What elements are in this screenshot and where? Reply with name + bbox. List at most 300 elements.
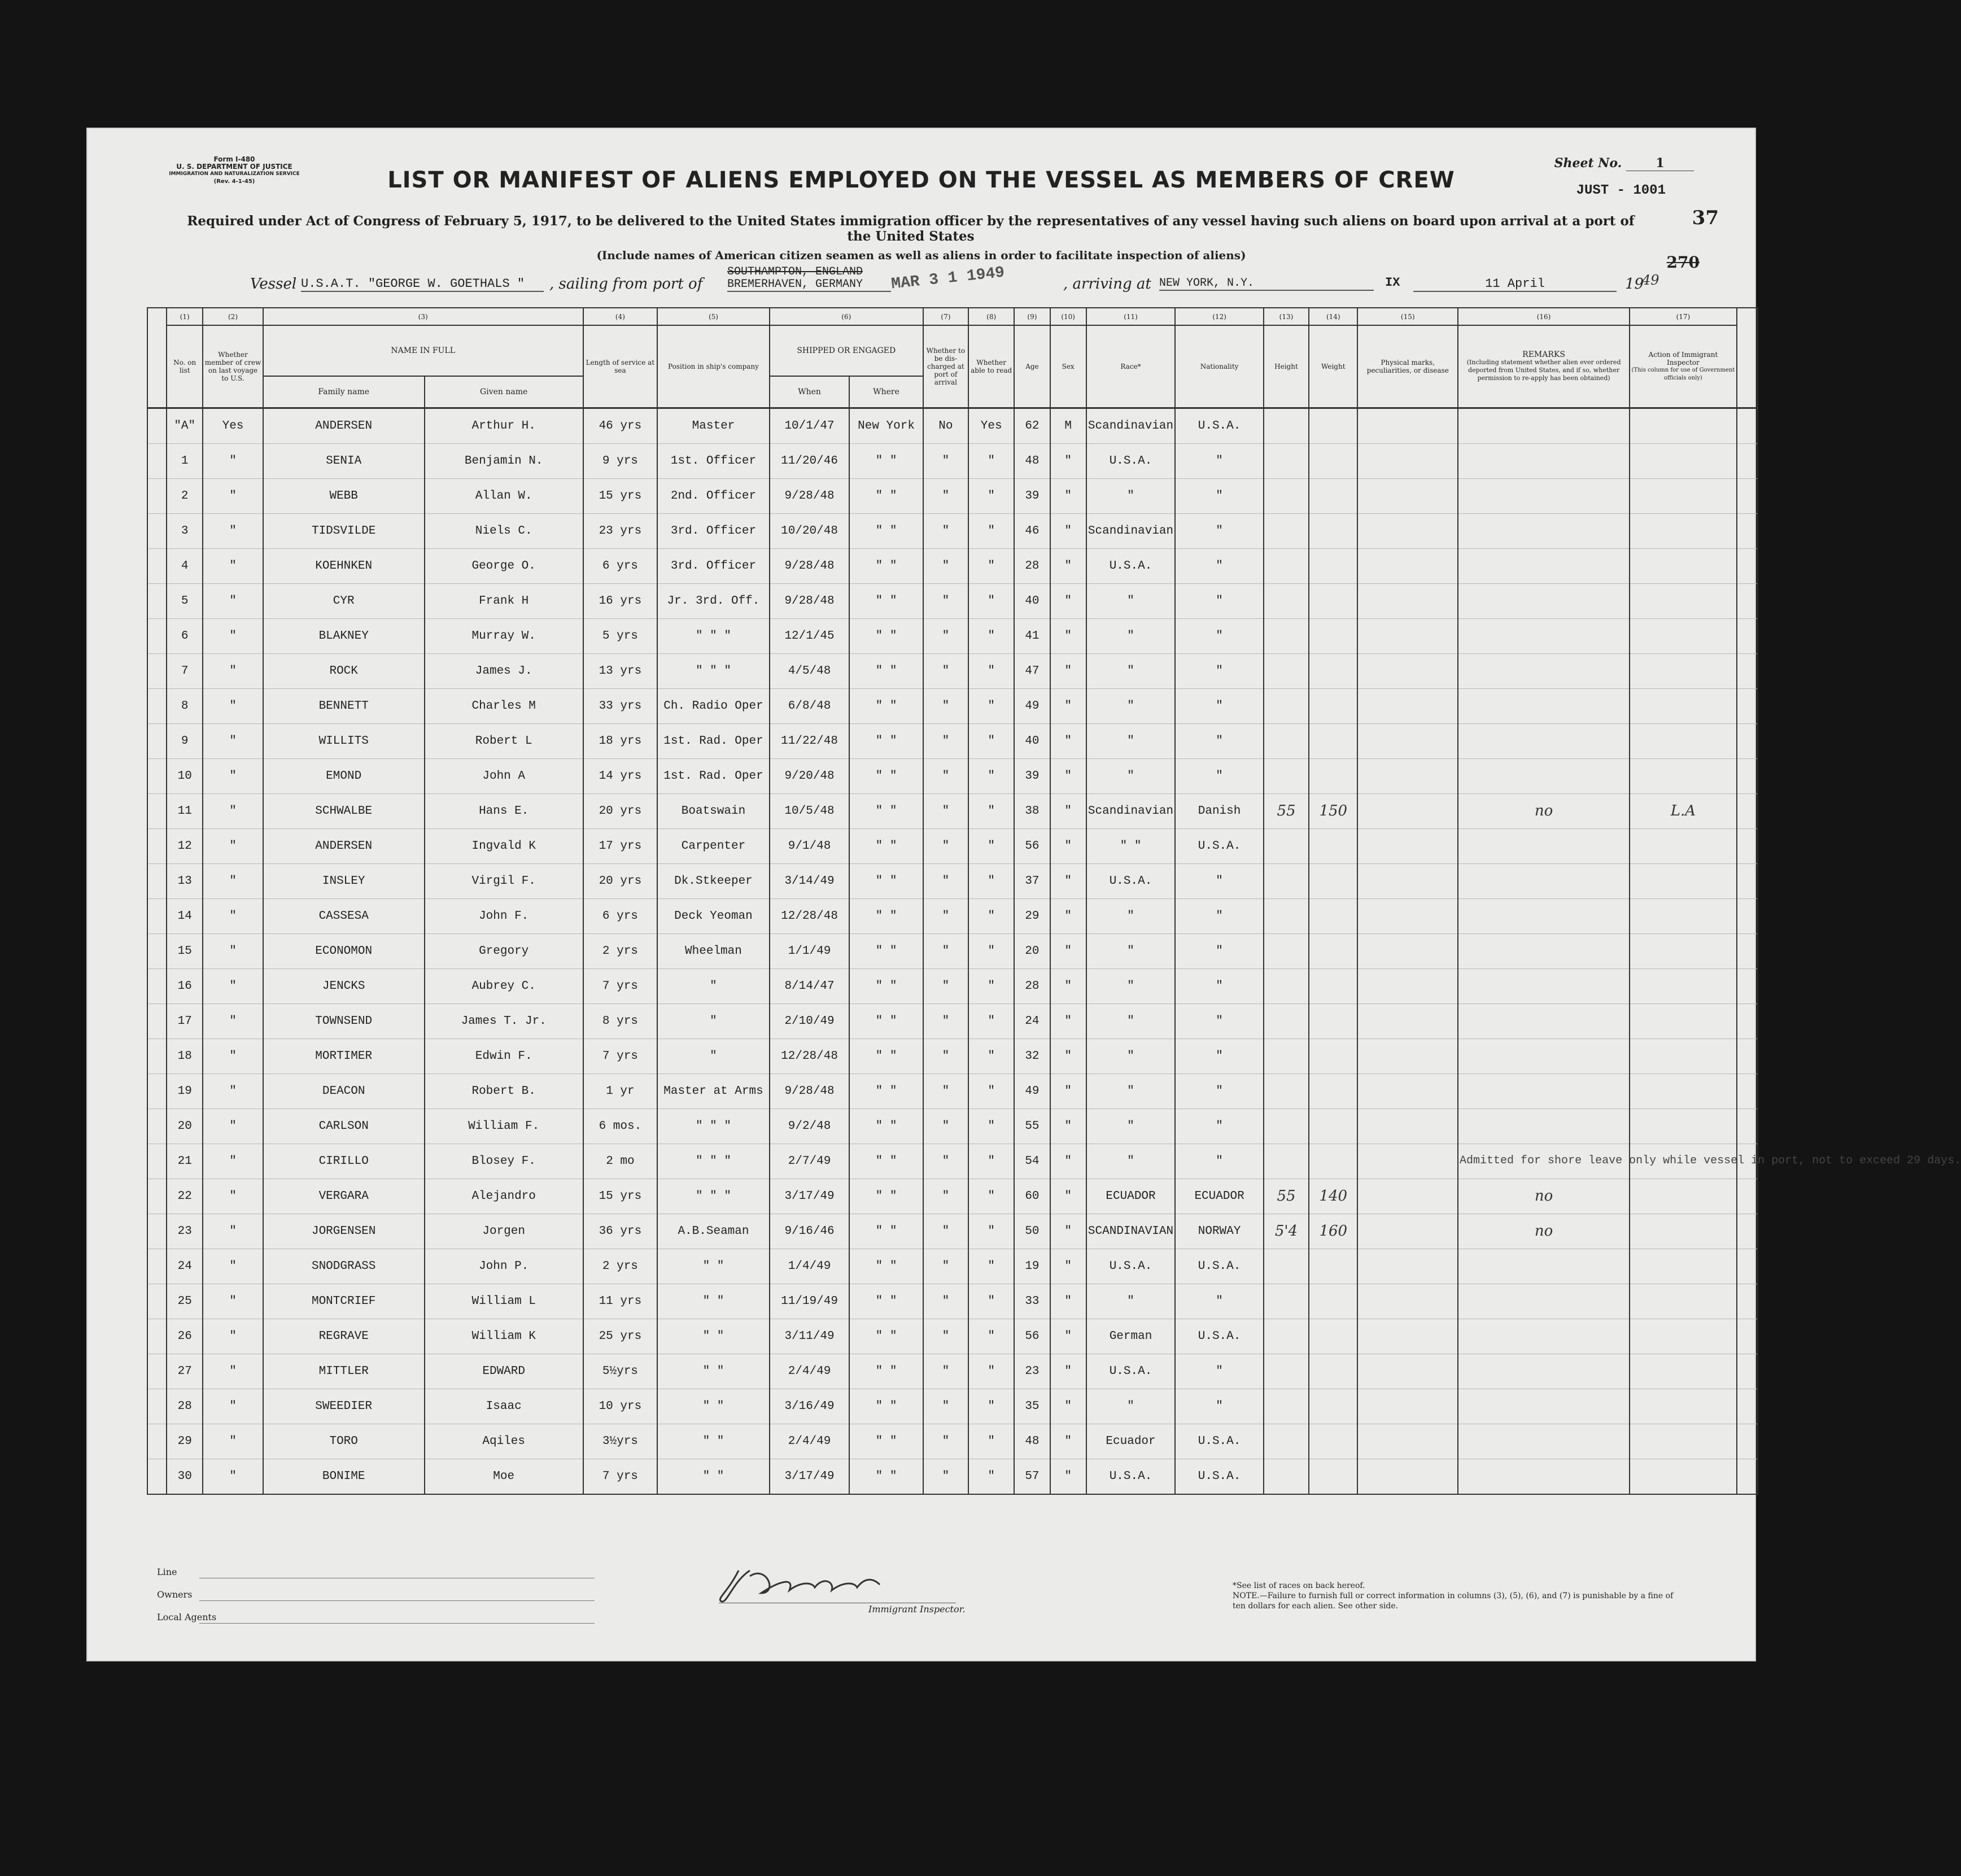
page-number: 37	[1692, 207, 1719, 229]
cell-nationality: "	[1175, 1004, 1264, 1039]
cell-weight	[1309, 1249, 1357, 1284]
cell-given: Virgil F.	[425, 863, 583, 898]
row-margin-right	[1737, 1074, 1758, 1109]
cell-action	[1630, 1039, 1737, 1074]
cell-service: 6 mos.	[583, 1109, 657, 1144]
cell-remarks	[1458, 1109, 1630, 1144]
cell-when: 12/28/48	[770, 1039, 849, 1074]
cell-action	[1630, 583, 1737, 618]
cell-action	[1630, 1284, 1737, 1319]
cell-when: 6/8/48	[770, 688, 849, 723]
cell-service: 17 yrs	[583, 828, 657, 863]
vessel-line	[250, 264, 1696, 298]
cell-action	[1630, 408, 1737, 443]
cell-read: "	[968, 548, 1014, 583]
cell-position: 1st. Rad. Oper	[657, 758, 770, 793]
cell-weight	[1309, 863, 1357, 898]
cell-service: 25 yrs	[583, 1319, 657, 1354]
colnum-1: (1)	[167, 308, 203, 325]
table-row	[147, 758, 1758, 793]
cell-sex: "	[1050, 513, 1086, 548]
row-margin-right	[1737, 1389, 1758, 1424]
cell-discharged: "	[923, 548, 968, 583]
row-margin	[147, 1389, 167, 1424]
cell-nationality: "	[1175, 1144, 1264, 1179]
cell-family: DEACON	[263, 1074, 425, 1109]
cell-member: "	[203, 1459, 263, 1494]
cell-remarks	[1458, 828, 1630, 863]
cell-age: 49	[1014, 1074, 1050, 1109]
cell-read: "	[968, 758, 1014, 793]
header-given: Given name	[425, 376, 583, 408]
row-margin	[147, 1284, 167, 1319]
cell-position: " " "	[657, 1144, 770, 1179]
header-when: When	[770, 376, 849, 408]
cell-family: CYR	[263, 583, 425, 618]
cell-action	[1630, 828, 1737, 863]
cell-height	[1264, 618, 1309, 653]
inspector-signature	[716, 1559, 885, 1604]
cell-race: Scandinavian	[1086, 793, 1176, 828]
cell-race: "	[1086, 1389, 1176, 1424]
cell-discharged: "	[923, 618, 968, 653]
cell-physical	[1357, 653, 1458, 688]
cell-race: "	[1086, 898, 1176, 933]
arrival-mark: IX	[1385, 276, 1400, 290]
cell-height	[1264, 548, 1309, 583]
cell-given: Niels C.	[425, 513, 583, 548]
footer-agents: Local Agents	[157, 1612, 217, 1622]
table-row	[147, 1354, 1758, 1389]
row-margin-right	[1737, 548, 1758, 583]
cell-nationality: "	[1175, 968, 1264, 1004]
cell-no: 24	[167, 1249, 203, 1284]
cell-where: " "	[849, 758, 923, 793]
cell-when: 9/16/46	[770, 1214, 849, 1249]
cell-height	[1264, 1424, 1309, 1459]
cell-family: SENIA	[263, 443, 425, 478]
cell-position: " "	[657, 1319, 770, 1354]
sheet-value: 1	[1626, 156, 1694, 171]
table-row	[147, 1039, 1758, 1074]
cell-read: "	[968, 723, 1014, 758]
cell-age: 37	[1014, 863, 1050, 898]
cell-physical	[1357, 1004, 1458, 1039]
row-margin-right	[1737, 758, 1758, 793]
cell-given: Charles M	[425, 688, 583, 723]
cell-height	[1264, 1389, 1309, 1424]
cell-no: 29	[167, 1424, 203, 1459]
cell-age: 60	[1014, 1179, 1050, 1214]
cell-service: 11 yrs	[583, 1284, 657, 1319]
cell-action	[1630, 723, 1737, 758]
cell-race: "	[1086, 478, 1176, 513]
cell-no: 22	[167, 1179, 203, 1214]
cell-race: "	[1086, 1074, 1176, 1109]
struck-number: 270	[1666, 253, 1700, 272]
row-margin	[147, 688, 167, 723]
cell-member: "	[203, 758, 263, 793]
cell-sex: "	[1050, 653, 1086, 688]
cell-read: "	[968, 1354, 1014, 1389]
cell-physical	[1357, 1354, 1458, 1389]
header-remarks	[1458, 325, 1630, 408]
cell-service: 33 yrs	[583, 688, 657, 723]
cell-action	[1630, 688, 1737, 723]
cell-remarks	[1458, 478, 1630, 513]
cell-read: "	[968, 653, 1014, 688]
cell-physical	[1357, 688, 1458, 723]
cell-race: SCANDINAVIAN	[1086, 1214, 1176, 1249]
cell-given: Frank H	[425, 583, 583, 618]
cell-position: " "	[657, 1249, 770, 1284]
port-1: SOUTHAMPTON, ENGLAND	[727, 265, 863, 278]
cell-height	[1264, 1074, 1309, 1109]
cell-age: 62	[1014, 408, 1050, 443]
cell-member: "	[203, 1319, 263, 1354]
cell-service: 20 yrs	[583, 863, 657, 898]
table-row	[147, 723, 1758, 758]
cell-position: " "	[657, 1424, 770, 1459]
cell-service: 7 yrs	[583, 968, 657, 1004]
cell-member: "	[203, 968, 263, 1004]
cell-discharged: "	[923, 513, 968, 548]
cell-race: "	[1086, 1144, 1176, 1179]
cell-physical	[1357, 478, 1458, 513]
cell-action	[1630, 1319, 1737, 1354]
cell-where: " "	[849, 1004, 923, 1039]
cell-where: " "	[849, 723, 923, 758]
cell-no: 14	[167, 898, 203, 933]
cell-service: 46 yrs	[583, 408, 657, 443]
cell-action	[1630, 653, 1737, 688]
cell-discharged: "	[923, 968, 968, 1004]
row-margin-right	[1737, 653, 1758, 688]
cell-weight	[1309, 583, 1357, 618]
cell-sex: "	[1050, 1074, 1086, 1109]
cell-nationality: NORWAY	[1175, 1214, 1264, 1249]
cell-no: 15	[167, 933, 203, 968]
cell-age: 46	[1014, 513, 1050, 548]
cell-position: Carpenter	[657, 828, 770, 863]
cell-height: 55	[1264, 793, 1309, 828]
year-prefix: 19	[1625, 276, 1644, 293]
cell-no: 6	[167, 618, 203, 653]
cell-weight	[1309, 653, 1357, 688]
cell-sex: "	[1050, 688, 1086, 723]
colnum-11: (11)	[1086, 308, 1176, 325]
table-row	[147, 793, 1758, 828]
header-sex: Sex	[1050, 325, 1086, 408]
cell-height	[1264, 583, 1309, 618]
cell-no: 25	[167, 1284, 203, 1319]
cell-family: ANDERSEN	[263, 828, 425, 863]
cell-position: Ch. Radio Oper	[657, 688, 770, 723]
cell-remarks	[1458, 758, 1630, 793]
cell-no: 9	[167, 723, 203, 758]
cell-physical	[1357, 1109, 1458, 1144]
cell-sex: "	[1050, 618, 1086, 653]
cell-height	[1264, 933, 1309, 968]
cell-no: 30	[167, 1459, 203, 1494]
cell-position: Boatswain	[657, 793, 770, 828]
cell-height	[1264, 828, 1309, 863]
header-member: Whether member of crew on last voyage to U.S.	[203, 325, 263, 408]
footer-labels	[157, 1561, 216, 1629]
cell-where: " "	[849, 1144, 923, 1179]
cell-given: William K	[425, 1319, 583, 1354]
cell-discharged: "	[923, 583, 968, 618]
cell-where: New York	[849, 408, 923, 443]
include-note: (Include names of American citizen seamen as well as aliens in order to facilitate inspection of aliens)	[596, 248, 1246, 262]
cell-remarks	[1458, 548, 1630, 583]
cell-member: "	[203, 478, 263, 513]
cell-family: BENNETT	[263, 688, 425, 723]
cell-sex: M	[1050, 408, 1086, 443]
cell-position: Deck Yeoman	[657, 898, 770, 933]
cell-member: "	[203, 1074, 263, 1109]
cell-race: " "	[1086, 828, 1176, 863]
cell-remarks: no	[1458, 1179, 1630, 1214]
cell-discharged: "	[923, 1109, 968, 1144]
cell-position: " " "	[657, 1109, 770, 1144]
cell-height	[1264, 863, 1309, 898]
cell-member: "	[203, 653, 263, 688]
cell-nationality: "	[1175, 1389, 1264, 1424]
cell-when: 9/28/48	[770, 548, 849, 583]
action-title: Action of Immigrant Inspector	[1648, 350, 1718, 367]
cell-sex: "	[1050, 933, 1086, 968]
cell-weight	[1309, 1354, 1357, 1389]
cell-position: Jr. 3rd. Off.	[657, 583, 770, 618]
cell-given: Aubrey C.	[425, 968, 583, 1004]
cell-where: " "	[849, 1109, 923, 1144]
cell-remarks	[1458, 1459, 1630, 1494]
cell-given: James J.	[425, 653, 583, 688]
cell-weight: 150	[1309, 793, 1357, 828]
cell-remarks	[1458, 1004, 1630, 1039]
cell-member: "	[203, 898, 263, 933]
cell-discharged: "	[923, 933, 968, 968]
cell-read: "	[968, 1249, 1014, 1284]
cell-member: "	[203, 1249, 263, 1284]
cell-sex: "	[1050, 1424, 1086, 1459]
colnum-16: (16)	[1458, 308, 1630, 325]
cell-read: "	[968, 618, 1014, 653]
cell-remarks: Admitted for shore leave only while vessel in port, not to exceed 29 days.	[1458, 1144, 1630, 1179]
table-row	[147, 408, 1758, 443]
cell-age: 47	[1014, 653, 1050, 688]
row-margin	[147, 1179, 167, 1214]
cell-nationality: "	[1175, 1109, 1264, 1144]
cell-weight: 140	[1309, 1179, 1357, 1214]
cell-service: 23 yrs	[583, 513, 657, 548]
footer-line: Line	[157, 1567, 177, 1577]
cell-no: 4	[167, 548, 203, 583]
cell-no: 20	[167, 1109, 203, 1144]
cell-age: 48	[1014, 443, 1050, 478]
cell-position: " " "	[657, 618, 770, 653]
cell-action	[1630, 513, 1737, 548]
cell-age: 39	[1014, 478, 1050, 513]
cell-service: 6 yrs	[583, 898, 657, 933]
cell-no: 19	[167, 1074, 203, 1109]
cell-height	[1264, 1319, 1309, 1354]
table-row	[147, 1284, 1758, 1319]
colnum-4: (4)	[583, 308, 657, 325]
cell-physical	[1357, 548, 1458, 583]
cell-family: ROCK	[263, 653, 425, 688]
table-row	[147, 1004, 1758, 1039]
cell-service: 15 yrs	[583, 478, 657, 513]
cell-read: "	[968, 828, 1014, 863]
cell-discharged: "	[923, 653, 968, 688]
cell-action	[1630, 1249, 1737, 1284]
row-margin	[147, 863, 167, 898]
cell-weight	[1309, 1459, 1357, 1494]
header-age: Age	[1014, 325, 1050, 408]
cell-family: REGRAVE	[263, 1319, 425, 1354]
cell-action	[1630, 1004, 1737, 1039]
cell-given: Robert L	[425, 723, 583, 758]
row-margin	[147, 1214, 167, 1249]
cell-race: "	[1086, 723, 1176, 758]
cell-action	[1630, 618, 1737, 653]
header-weight: Weight	[1309, 325, 1357, 408]
colnum-12: (12)	[1175, 308, 1264, 325]
cell-physical	[1357, 1039, 1458, 1074]
department: U. S. DEPARTMENT OF JUSTICE	[176, 163, 292, 171]
row-margin	[147, 478, 167, 513]
cell-no: 13	[167, 863, 203, 898]
cell-where: " "	[849, 1179, 923, 1214]
table-row	[147, 1459, 1758, 1494]
cell-sex: "	[1050, 1389, 1086, 1424]
cell-given: Benjamin N.	[425, 443, 583, 478]
cell-physical	[1357, 583, 1458, 618]
cell-race: "	[1086, 1004, 1176, 1039]
cell-where: " "	[849, 1249, 923, 1284]
cell-nationality: "	[1175, 758, 1264, 793]
cell-family: MONTCRIEF	[263, 1284, 425, 1319]
cell-when: 12/1/45	[770, 618, 849, 653]
cell-no: 11	[167, 793, 203, 828]
cell-family: CIRILLO	[263, 1144, 425, 1179]
cell-nationality: ECUADOR	[1175, 1179, 1264, 1214]
cell-weight	[1309, 828, 1357, 863]
row-margin-right	[1737, 723, 1758, 758]
cell-position: 1st. Rad. Oper	[657, 723, 770, 758]
row-margin	[147, 793, 167, 828]
cell-service: 6 yrs	[583, 548, 657, 583]
cell-member: "	[203, 583, 263, 618]
cell-when: 9/2/48	[770, 1109, 849, 1144]
row-margin-right	[1737, 828, 1758, 863]
cell-where: " "	[849, 1074, 923, 1109]
cell-physical	[1357, 898, 1458, 933]
cell-height	[1264, 513, 1309, 548]
cell-position: Dk.Stkeeper	[657, 863, 770, 898]
cell-read: "	[968, 968, 1014, 1004]
cell-physical	[1357, 968, 1458, 1004]
row-margin-right	[1737, 408, 1758, 443]
cell-remarks	[1458, 408, 1630, 443]
row-margin	[147, 1109, 167, 1144]
cell-family: INSLEY	[263, 863, 425, 898]
vessel-name: U.S.A.T. "GEORGE W. GOETHALS "	[301, 277, 544, 292]
cell-when: 9/28/48	[770, 1074, 849, 1109]
colnum-6: (6)	[770, 308, 923, 325]
cell-nationality: "	[1175, 548, 1264, 583]
cell-weight	[1309, 513, 1357, 548]
margin-col-right	[1737, 308, 1758, 408]
row-margin-right	[1737, 478, 1758, 513]
cell-nationality: "	[1175, 443, 1264, 478]
cell-physical	[1357, 1214, 1458, 1249]
cell-no: 27	[167, 1354, 203, 1389]
cell-service: 36 yrs	[583, 1214, 657, 1249]
cell-when: 3/17/49	[770, 1179, 849, 1214]
cell-where: " "	[849, 793, 923, 828]
cell-read: "	[968, 898, 1014, 933]
cell-weight	[1309, 1074, 1357, 1109]
cell-physical	[1357, 1249, 1458, 1284]
cell-no: 12	[167, 828, 203, 863]
cell-weight	[1309, 1109, 1357, 1144]
cell-read: "	[968, 513, 1014, 548]
footer-notes	[1233, 1581, 1684, 1611]
cell-remarks	[1458, 723, 1630, 758]
cell-age: 24	[1014, 1004, 1050, 1039]
cell-family: WEBB	[263, 478, 425, 513]
header-shipped: SHIPPED OR ENGAGED	[770, 325, 923, 376]
cell-age: 40	[1014, 723, 1050, 758]
cell-nationality: U.S.A.	[1175, 1249, 1264, 1284]
cell-height	[1264, 1004, 1309, 1039]
cell-race: U.S.A.	[1086, 443, 1176, 478]
cell-remarks	[1458, 1249, 1630, 1284]
cell-sex: "	[1050, 723, 1086, 758]
just-code: JUST - 1001	[1576, 183, 1666, 198]
table-row	[147, 1319, 1758, 1354]
cell-service: 2 mo	[583, 1144, 657, 1179]
cell-service: 1 yr	[583, 1074, 657, 1109]
cell-read: "	[968, 1144, 1014, 1179]
row-margin	[147, 1354, 167, 1389]
cell-family: BLAKNEY	[263, 618, 425, 653]
cell-service: 7 yrs	[583, 1459, 657, 1494]
cell-family: JORGENSEN	[263, 1214, 425, 1249]
row-margin	[147, 1039, 167, 1074]
cell-family: KOEHNKEN	[263, 548, 425, 583]
cell-physical	[1357, 1144, 1458, 1179]
footer-owners: Owners	[157, 1589, 193, 1600]
table-row	[147, 863, 1758, 898]
cell-where: " "	[849, 828, 923, 863]
cell-age: 56	[1014, 828, 1050, 863]
row-margin-right	[1737, 1214, 1758, 1249]
cell-physical	[1357, 828, 1458, 863]
cell-action	[1630, 1109, 1737, 1144]
colnum-5: (5)	[657, 308, 770, 325]
arrival-date: 11 April	[1413, 277, 1617, 292]
cell-service: 16 yrs	[583, 583, 657, 618]
cell-physical	[1357, 723, 1458, 758]
cell-member: "	[203, 688, 263, 723]
cell-position: " "	[657, 1389, 770, 1424]
cell-position: "	[657, 1004, 770, 1039]
cell-remarks	[1458, 968, 1630, 1004]
